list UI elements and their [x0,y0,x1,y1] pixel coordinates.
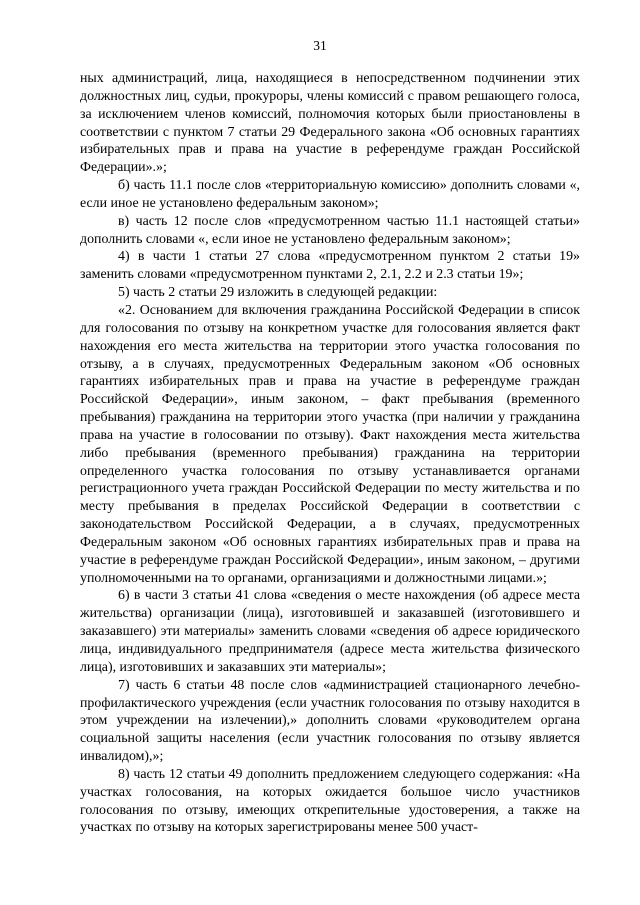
paragraph-item-7: 7) часть 6 статьи 48 после слов «администрацией стационарного лечебно-профилактического учреждения (если участник голосования по отзыву находится в этом учреждении на излечении),» дополнить словами «руководителем органа социальной защиты населения (если участник голосования по отзыву является инвалидом),»; [80,677,580,765]
document-body [80,70,580,837]
paragraph-item-6: 6) в части 3 статьи 41 слова «сведения о месте нахождения (об адресе места жительства) организации (лица), изготовившей и заказавшей (изготовившего и заказавшего) эти материалы» заменить словами «сведения об адресе юридического лица, индивидуального предпринимателя (адресе места жительства физического лица), изготовивших и заказавших эти материалы»; [80,588,580,675]
paragraph-item-5: 5) часть 2 статьи 29 изложить в следующей редакции: [118,285,438,301]
paragraph-continuation: ных администраций, лица, находящиеся в непосредственном подчинении этих должностных лиц, судьи, прокуроры, члены комиссий с правом решающего голоса, за исключением членов комиссий, полномочия которых были приостановлены в соответствии с пунктом 7 статьи 29 Федерального закона «Об основных гарантиях избирательных прав и права на участие в референдуме граждан Российской Федерации».»; [80,71,580,176]
paragraph-quoted-part-2: «2. Основанием для включения гражданина Российской Федерации в список для голосования по отзыву на конкретном участке для голосования является факт нахождения его места жительства на территории этого участка голосования по отзыву, а в случаях, предусмотренных Федеральным законом «Об основных гарантиях избирательных прав и права на участие в референдуме граждан Российской Федерации», иным законом, – факт пребывания (временного пребывания) гражданина на территории этого участка (при наличии у гражданина права на участие в голосовании по отзыву). Факт нахождения места жительства либо пребывания (временного пребывания) гражданина на территории определенного участка голосования по отзыву устанавливается органами регистрационного учета граждан Российской Федерации по месту жительства и по месту пребывания в пределах Российской Федерации в соответствии с законодательством Российской Федерации, а в случаях, предусмотренных Федеральным законом «Об основных гарантиях избирательных прав и права на участие в референдуме граждан Российской Федерации», иным законом, – другими уполномоченными на то органами, организациями и должностными лицами.»; [80,302,580,586]
paragraph-item-b: б) часть 11.1 после слов «территориальную комиссию» дополнить словами «, если иное не установлено федеральным законом»; [80,178,580,211]
paragraph-item-v: в) часть 12 после слов «предусмотренном частью 11.1 настоящей статьи» дополнить словами «, если иное не установлено федеральным законом»; [80,213,580,247]
page-number: 31 [313,38,327,53]
paragraph-item-8: 8) часть 12 статьи 49 дополнить предложением следующего содержания: «На участках голосования, на которых ожидается большое число участников голосования по отзыву, имеющих открепительные удостоверения, а также на участках по отзыву на которых зарегистрированы менее 500 участ- [80,766,580,836]
paragraph-item-4: 4) в части 1 статьи 27 слова «предусмотренном пунктом 2 статьи 19» заменить словами «предусмотренном пунктами 2, 2.1, 2.2 и 2.3 статьи 19»; [80,249,580,283]
